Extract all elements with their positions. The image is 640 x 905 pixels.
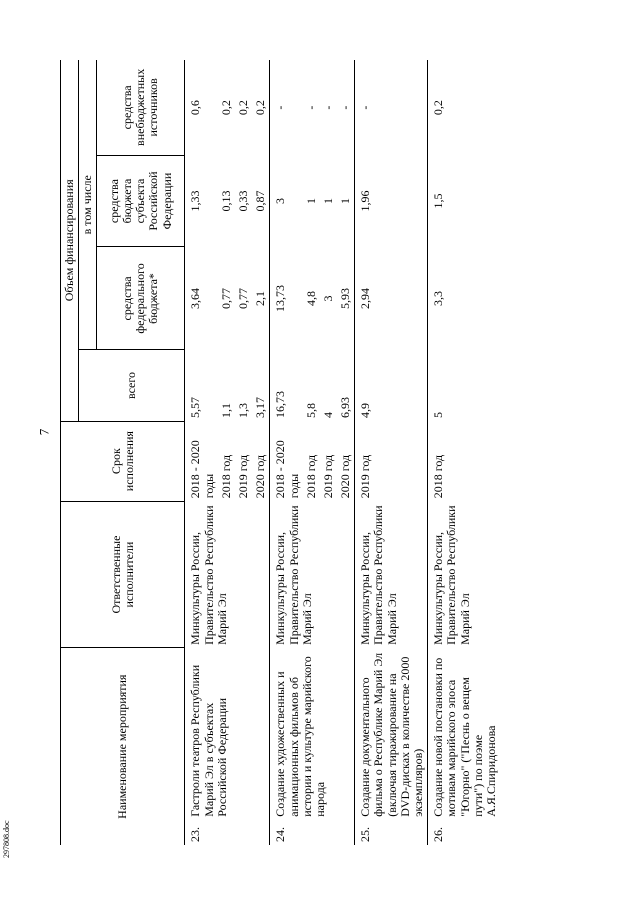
row-extra: 0,2 bbox=[253, 100, 268, 116]
row-extra: - bbox=[338, 105, 353, 110]
row-term: 2019 год bbox=[320, 454, 335, 499]
row-federal: 3 bbox=[320, 295, 335, 302]
row-regional: 1,33 bbox=[188, 190, 203, 212]
row-extra: - bbox=[320, 105, 335, 110]
row-term: 2019 год bbox=[355, 421, 428, 501]
row-regional: 0,87 bbox=[253, 190, 268, 212]
row-total: 1,1 bbox=[218, 403, 233, 419]
row-number: 25. bbox=[355, 820, 428, 845]
row-name: Создание новой постановки по мотивам марийского эпоса "Югорно" ("Песнь о вещем пути") по поэме А.Я.Спиридонова bbox=[428, 648, 500, 820]
header-total: всего bbox=[79, 350, 185, 421]
header-including: в том числе bbox=[79, 60, 97, 350]
header-federal: средства федерального бюджета* bbox=[97, 247, 185, 350]
row-total: 6,93 bbox=[338, 397, 353, 419]
table-row bbox=[355, 60, 428, 845]
page-number: 7 bbox=[36, 428, 52, 436]
row-federal: 2,94 bbox=[355, 247, 428, 350]
table-row bbox=[428, 60, 500, 845]
row-extra: 0,2 bbox=[235, 100, 250, 116]
row-regional: 1 bbox=[303, 198, 318, 205]
row-executors: Минкультуры России, Правительство Республики Марий Эл bbox=[270, 501, 355, 648]
row-regional: 1 bbox=[320, 198, 335, 205]
row-extra: 0,2 bbox=[218, 100, 233, 116]
row-extra: 0,6 bbox=[188, 100, 203, 116]
row-extra: - bbox=[355, 60, 428, 155]
row-federal: 13,73 bbox=[270, 247, 303, 350]
row-federal: 4,8 bbox=[303, 290, 318, 306]
row-extra: - bbox=[303, 105, 318, 110]
financing-table bbox=[60, 60, 500, 845]
row-term: 2019 год bbox=[235, 454, 250, 499]
row-total: 5,8 bbox=[303, 403, 318, 419]
document-code: 297808.doc bbox=[2, 820, 11, 858]
row-term: 2018 год bbox=[428, 421, 500, 501]
row-term: 2018 - 2020 годы bbox=[270, 421, 303, 501]
row-total: 16,73 bbox=[270, 350, 303, 421]
row-federal: 0,77 bbox=[218, 287, 233, 309]
row-total: 3,17 bbox=[253, 397, 268, 419]
row-number: 24. bbox=[270, 820, 355, 845]
row-term: 2018 год bbox=[303, 454, 318, 499]
row-total: 5 bbox=[428, 350, 500, 421]
row-federal: 0,77 bbox=[235, 287, 250, 309]
rotated-page-content bbox=[60, 60, 605, 845]
header-extra: средства внебюджетных источников bbox=[97, 60, 185, 155]
header-name: Наименование мероприятия bbox=[61, 648, 185, 845]
table-row bbox=[185, 60, 218, 845]
row-regional: 1 bbox=[338, 198, 353, 205]
row-number: 26. bbox=[428, 820, 500, 845]
row-name: Создание художественных и анимационных фильмов об истории и культуре марийского народа bbox=[270, 648, 355, 820]
row-term: 2020 год bbox=[338, 454, 353, 499]
row-regional: 0,33 bbox=[235, 190, 250, 212]
row-executors: Минкультуры России, Правительство Республики Марий Эл bbox=[428, 501, 500, 648]
row-federal: 3,3 bbox=[428, 247, 500, 350]
row-term: 2018 - 2020 годы bbox=[188, 440, 216, 499]
row-regional: 1,96 bbox=[355, 155, 428, 247]
row-federal: 2,1 bbox=[253, 290, 268, 306]
row-executors: Минкультуры России, Правительство Республики Марий Эл bbox=[188, 505, 229, 645]
row-regional: 1,5 bbox=[428, 155, 500, 247]
row-regional: 0,13 bbox=[218, 190, 233, 212]
table-row bbox=[270, 60, 303, 845]
row-extra: 0,2 bbox=[428, 60, 500, 155]
row-total: 4 bbox=[320, 412, 335, 419]
header-financing: Объем финансирования bbox=[61, 60, 79, 421]
header-regional: средства бюджета субъекта Российской Федерации bbox=[97, 155, 185, 247]
row-extra: - bbox=[270, 60, 303, 155]
row-term: 2018 год bbox=[218, 454, 233, 499]
row-term: 2020 год bbox=[253, 454, 268, 499]
row-regional: 3 bbox=[270, 155, 303, 247]
row-number: 23. bbox=[188, 827, 203, 842]
row-total: 4,9 bbox=[355, 350, 428, 421]
row-federal: 3,64 bbox=[188, 287, 203, 309]
row-federal: 5,93 bbox=[338, 287, 353, 309]
header-executors: Ответственные исполнители bbox=[61, 501, 185, 648]
row-total: 1,3 bbox=[235, 403, 250, 419]
row-total: 5,57 bbox=[188, 397, 203, 419]
row-name: Гастроли театров Республики Марий Эл в субъектах Российской Федерации bbox=[188, 664, 229, 817]
row-executors: Минкультуры России, Правительство Республики Марий Эл bbox=[355, 501, 428, 648]
header-term: Срок исполнения bbox=[61, 421, 185, 501]
row-name: Создание документального фильма о Республике Марий Эл (включая тиражирование на DVD-дисках в количестве 2000 экземпляров) bbox=[355, 648, 428, 820]
